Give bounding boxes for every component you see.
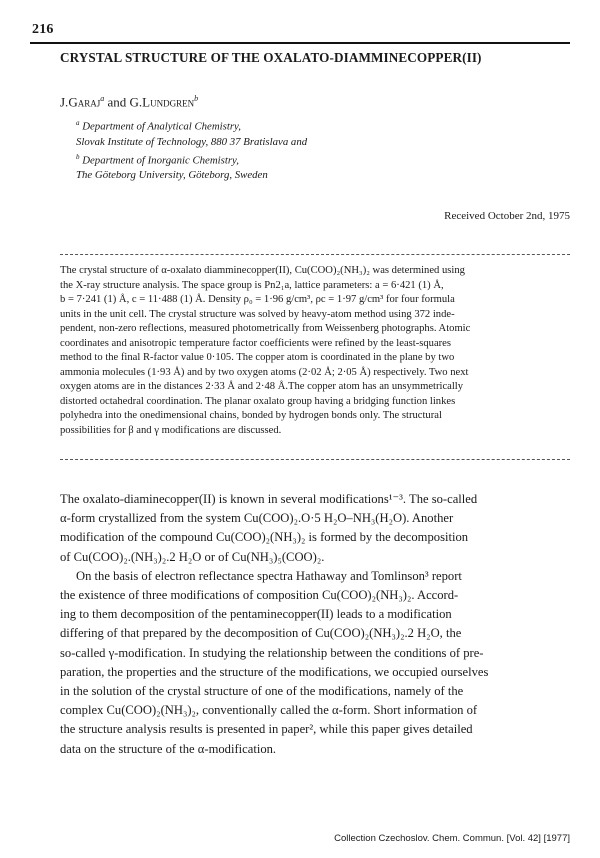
affiliation-b-line-2: The Göteborg University, Göteborg, Sweden xyxy=(76,169,268,182)
abstract-top-rule xyxy=(60,254,570,255)
author-line xyxy=(60,94,198,110)
affiliation-b-line-1 xyxy=(76,150,307,169)
journal-footer: Collection Czechoslov. Chem. Commun. [Vol. 42] [1977] xyxy=(334,833,570,844)
abstract-line: b = 7·241 (1) Å, c = 11·488 (1) Å. Density ρ₀ = 1·96 g/cm³, ρc = 1·97 g/cm³ for four formula xyxy=(60,294,455,305)
author-connector: and xyxy=(104,94,130,110)
abstract-line: The crystal structure of α-oxalato diamminecopper(II), Cu(COO)₂(NH₃)₂ was determined using xyxy=(60,265,465,276)
abstract-line: polyhedra into the onedimensional chains, bonded by hydrogen bonds only. The structural xyxy=(60,410,442,421)
body-line: The oxalato-diaminecopper(II) is known in several modifications¹⁻³. The so-called xyxy=(60,492,478,506)
affiliation-b-text-1: Department of Inorganic Chemistry, xyxy=(82,154,239,167)
author-1-name: Garaj xyxy=(68,94,101,110)
abstract-line: pendent, non-zero reflections, measured photometrically from Weissenberg photographs. Atomic xyxy=(60,323,471,334)
abstract-line: distorted octahedral coordination. The planar oxalato group having a bridging function linkes xyxy=(60,395,456,407)
abstract-line: the X-ray structure analysis. The space group is Pn2₁a, lattice parameters: a = 6·421 (1) Å, xyxy=(60,279,444,291)
received-date: Received October 2nd, 1975 xyxy=(444,210,570,222)
body-line: paration, the properties and the structure of the modifications, we occupied ourselves xyxy=(60,664,489,679)
page-number: 216 xyxy=(32,22,54,37)
body-line: so-called γ-modification. In studying the relationship between the conditions of pre- xyxy=(60,645,484,660)
paper-title: CRYSTAL STRUCTURE OF THE OXALATO-DIAMMINECOPPER(II) xyxy=(60,50,482,65)
body-line: α-form crystallized from the system Cu(COO)₂.O·5 H₂O–NH₃(H₂O). Another xyxy=(60,511,454,526)
body-text xyxy=(60,490,570,759)
author-1-initial: J. xyxy=(60,94,69,110)
abstract-line: coordinates and anisotropic temperature factor coefficients were refined by the least-squares xyxy=(60,337,452,349)
author-2-initial: G. xyxy=(129,94,143,110)
body-line: of Cu(COO)₂.(NH₃)₂.2 H₂O or of Cu(NH₃)₅(COO)₂. xyxy=(60,549,325,564)
author-1-mark: a xyxy=(100,94,105,103)
affiliation-a-mark: a xyxy=(76,119,80,127)
affiliations xyxy=(76,116,307,183)
body-line: the existence of three modifications of composition Cu(COO)₂(NH₃)₂. Accord- xyxy=(60,588,459,603)
body-line: ing to them decomposition of the pentaminecopper(II) leads to a modification xyxy=(60,607,452,622)
affiliation-a-text-1: Department of Analytical Chemistry, xyxy=(82,120,241,133)
body-line: data on the structure of the α-modification. xyxy=(60,741,277,756)
body-line: differing of that prepared by the decomposition of Cu(COO)₂(NH₃)₂.2 H₂O, the xyxy=(60,626,462,641)
body-line: the structure analysis results is presented in paper², while this paper gives detailed xyxy=(60,722,473,737)
abstract-line: units in the unit cell. The crystal structure was solved by heavy-atom method using 372 inde- xyxy=(60,308,455,320)
affiliation-b-mark: b xyxy=(76,152,80,161)
body-line: On the basis of electron reflectance spectra Hathaway and Tomlinson³ report xyxy=(76,568,462,583)
affiliation-a-line-1 xyxy=(76,116,307,135)
abstract-line: oxygen atoms are in the distances 2·33 Å and 2·48 Å.The copper atom has an unsymmetrically xyxy=(60,381,464,392)
author-2-name: Lundgren xyxy=(142,94,195,110)
abstract-line: ammonia molecules (1·93 Å) and by two oxygen atoms (2·02 Å; 2·05 Å) respectively. Two next xyxy=(60,366,469,378)
abstract-line: method to the final R-factor value 0·105. The copper atom is coordinated in the plane by two xyxy=(60,352,455,363)
abstract-line: possibilities for β and γ modifications are discussed. xyxy=(60,424,282,436)
author-2-mark: b xyxy=(194,94,199,103)
affiliation-a-line-2: Slovak Institute of Technology, 880 37 Bratislava and xyxy=(76,135,308,148)
body-line: modification of the compound Cu(COO)₂(NH₃)₂ is formed by the decomposition xyxy=(60,530,469,545)
body-line: in the solution of the crystal structure of one of the modifications, namely of the xyxy=(60,684,464,699)
abstract xyxy=(60,264,570,438)
header-rule xyxy=(30,42,570,44)
body-line: complex Cu(COO)₂(NH₃)₂, conventionally called the α-form. Short information of xyxy=(60,703,478,718)
abstract-bottom-rule xyxy=(60,459,570,460)
